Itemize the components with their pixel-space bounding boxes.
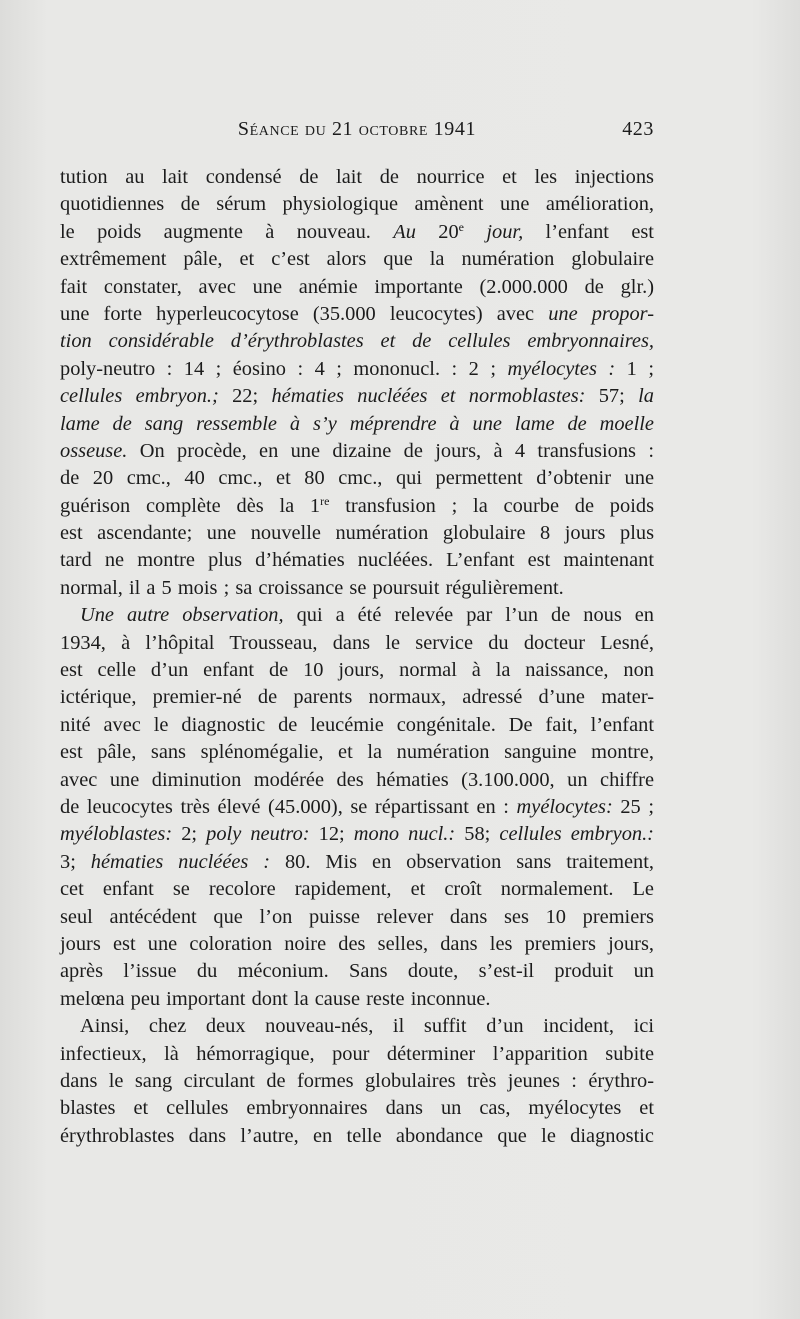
text-run: est celle d’un enfant de 10 jours, normal à la naissance, non <box>60 659 654 682</box>
text-run: tution au lait condensé de lait de nourrice et les injections <box>60 166 654 188</box>
text-run: nité avec le diagnostic de leucémie congénitale. De fait, l’enfant <box>60 713 654 736</box>
text-run: 25 ; <box>612 795 654 818</box>
text-run: 12; <box>309 823 354 846</box>
italic-text: lame de sang ressemble à s’y méprendre à une lame de moelle <box>60 412 654 435</box>
text-line <box>60 465 654 492</box>
page-number: 423 <box>622 118 654 140</box>
italic-text: cellules embryon.; <box>60 385 219 408</box>
text-line <box>60 520 654 547</box>
text-run: jours est une coloration noire des selles, dans les premiers jours, <box>60 932 654 955</box>
header-year: 1941 <box>433 118 477 140</box>
italic-text: myélocytes: <box>516 795 613 818</box>
text-run: 3; <box>60 850 91 873</box>
text-run: 20 <box>415 220 459 243</box>
text-run: qui a été relevée par l’un de nous en <box>283 604 655 627</box>
text-run: 57; <box>585 385 639 408</box>
text-run: 22; <box>218 385 272 408</box>
text-line <box>60 657 654 684</box>
text-line <box>60 931 654 958</box>
text-run: ictérique, premier-né de parents normaux, adressé d’une mater- <box>60 686 654 709</box>
text-line <box>60 219 654 246</box>
italic-text: poly neutro: <box>206 823 310 846</box>
text-run: On procède, en une dizaine de jours, à 4 transfusions : <box>127 439 654 462</box>
text-line <box>60 383 654 410</box>
text-line <box>60 1041 654 1068</box>
text-line <box>60 246 654 273</box>
text-run: est pâle, sans splénomégalie, et la numération sanguine montre, <box>60 741 654 764</box>
text-run: transfusion ; la courbe de poids <box>329 494 654 517</box>
text-run: seul antécédent que l’on puisse relever dans ses 10 premiers <box>60 905 654 928</box>
text-run <box>464 221 486 243</box>
text-run: 1 ; <box>615 357 654 380</box>
text-run: 1934, à l’hôpital Trousseau, dans le service du docteur Lesné, <box>60 631 654 654</box>
running-header <box>60 118 654 148</box>
text-run: de leucocytes très élevé (45.000), se répartissant en : <box>60 795 517 818</box>
text-line <box>60 821 654 848</box>
text-run: fait constater, avec une anémie importante (2.000.000 de glr.) <box>60 275 654 298</box>
text-line <box>60 684 654 711</box>
text-run: après l’issue du méconium. Sans doute, s’est-il produit un <box>60 960 654 983</box>
text-run: l’enfant est <box>523 220 654 243</box>
text-line <box>60 301 654 328</box>
text-run: érythroblastes dans l’autre, en telle abondance que le diagnostic <box>60 1124 654 1147</box>
superscript: e <box>458 219 464 234</box>
italic-text: myéloblastes: <box>60 823 173 846</box>
header-seance: Séance du <box>237 118 327 140</box>
text-line <box>60 1095 654 1122</box>
text-line <box>60 876 654 903</box>
header-date: 21 <box>331 118 354 140</box>
text-run: normal, il a 5 mois ; sa croissance se poursuit régulièrement. <box>60 576 564 599</box>
italic-text: la <box>638 385 654 408</box>
italic-text: tion considérable d’érythroblastes et de cellules embryonnaires, <box>60 330 654 353</box>
italic-text: mono nucl.: <box>353 823 456 846</box>
text-run: poly-neutro : 14 ; éosino : 4 ; mononucl. : 2 ; <box>60 357 508 380</box>
italic-text: Une autre observation, <box>80 604 284 627</box>
text-run: une forte hyperleucocytose (35.000 leucocytes) avec <box>60 302 549 325</box>
text-line <box>60 739 654 766</box>
text-run: melœna peu important dont la cause reste inconnue. <box>60 987 491 1010</box>
body-text <box>60 164 654 1150</box>
text-line <box>60 191 654 218</box>
text-run: est ascendante; une nouvelle numération globulaire 8 jours plus <box>60 522 654 545</box>
text-line <box>60 794 654 821</box>
italic-text: une propor- <box>548 302 654 325</box>
text-run: guérison complète dès la 1 <box>60 494 321 517</box>
text-run: dans le sang circulant de formes globulaires très jeunes : érythro- <box>60 1069 654 1092</box>
text-line <box>60 602 654 629</box>
italic-text: hématies nucléées : <box>90 850 271 873</box>
header-title <box>60 118 654 141</box>
italic-text: osseuse. <box>60 439 128 462</box>
text-line <box>60 986 654 1013</box>
text-run: infectieux, là hémorragique, pour déterminer l’apparition subite <box>60 1042 654 1065</box>
text-line <box>60 958 654 985</box>
text-run: extrêmement pâle, et c’est alors que la numération globulaire <box>60 248 654 271</box>
text-line <box>60 767 654 794</box>
text-line <box>60 712 654 739</box>
text-line <box>60 904 654 931</box>
text-line <box>60 849 654 876</box>
text-line <box>60 1068 654 1095</box>
text-line <box>60 630 654 657</box>
text-line <box>60 1123 654 1150</box>
text-line <box>60 1013 654 1040</box>
text-line <box>60 274 654 301</box>
text-run: 58; <box>455 823 500 846</box>
italic-text: myélocytes : <box>507 357 616 380</box>
text-run: quotidiennes de sérum physiologique amènent une amélioration, <box>60 193 654 216</box>
text-run: Ainsi, chez deux nouveau-nés, il suffit d’un incident, ici <box>80 1015 654 1038</box>
text-run: blastes et cellules embryonnaires dans un cas, myélocytes et <box>60 1097 654 1120</box>
superscript: re <box>320 493 330 508</box>
text-run: le poids augmente à nouveau. <box>60 220 394 243</box>
text-line <box>60 164 654 191</box>
italic-text: jour, <box>486 220 524 243</box>
text-run: 80. Mis en observation sans traitement, <box>270 850 654 873</box>
text-line <box>60 356 654 383</box>
text-line <box>60 328 654 355</box>
text-line <box>60 411 654 438</box>
text-line <box>60 493 654 520</box>
italic-text: Au <box>393 220 416 243</box>
italic-text: cellules embryon.: <box>499 823 654 846</box>
text-run: cet enfant se recolore rapidement, et croît normalement. Le <box>60 878 654 901</box>
text-line <box>60 438 654 465</box>
text-line <box>60 575 654 602</box>
text-run: tard ne montre plus d’hématies nucléées. L’enfant est maintenant <box>60 549 654 572</box>
text-run: 2; <box>172 823 207 846</box>
text-run: de 20 cmc., 40 cmc., et 80 cmc., qui permettent d’obtenir une <box>60 467 654 490</box>
italic-text: hématies nucléées et normoblastes: <box>271 385 586 408</box>
header-month: octobre <box>358 118 429 140</box>
text-run: avec une diminution modérée des hématies (3.100.000, un chiffre <box>60 768 654 791</box>
text-line <box>60 547 654 574</box>
